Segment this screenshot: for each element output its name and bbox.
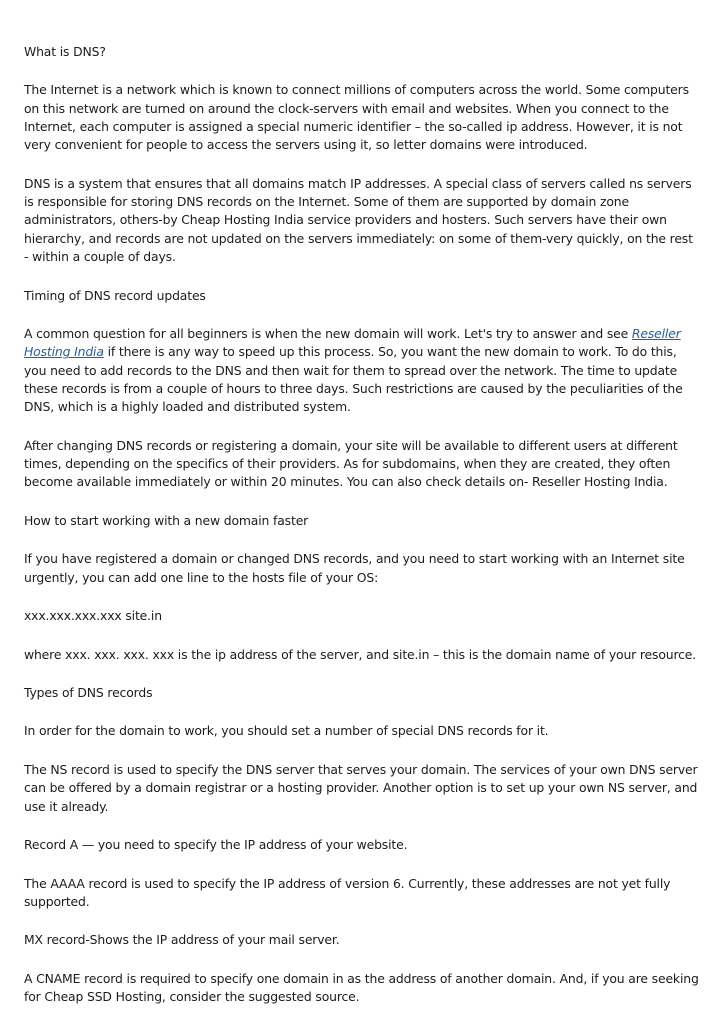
reseller-hosting-link[interactable]: Reseller Hosting India — [24, 326, 681, 360]
paragraph-common-question — [24, 325, 700, 416]
paragraph-ns-record: The NS record is used to specify the DNS server that serves your domain. The services of your own DNS server can be offered by a domain registrar or a hosting provider. Another option is to set up your own NS server, and use it already. — [24, 761, 698, 814]
paragraph-record-a: Record A — you need to specify the IP address of your website. — [24, 837, 408, 853]
paragraph-internet: The Internet is a network which is known to connect millions of computers across the world. Some computers on this network are turned on around the clock-servers with email and websites. When you connect to the Internet, each computer is assigned a special numeric identifier – the so-called ip address. However, it is not very convenient for people to access the servers using it, so letter domains were introduced. — [24, 82, 689, 153]
paragraph-common-question-end: if there is any way to speed up this process. So, you want the new domain to work. To do this, you need to add records to the DNS and then wait for them to spread over the network. The time to update these records is from a couple of hours to three days. Such restrictions are caused by the peculiarities of the DNS, which is a highly loaded and distributed system. — [24, 344, 683, 415]
paragraph-mx: MX record-Shows the IP address of your mail server. — [24, 932, 340, 948]
heading-timing: Timing of DNS record updates — [24, 287, 206, 303]
paragraph-cname: A CNAME record is required to specify one domain in as the address of another domain. And, if you are seeking for Cheap SSD Hosting, consider the suggested source. — [24, 970, 699, 1005]
paragraph-common-question-start: A common question for all beginners is when the new domain will work. Let's try to answer and see — [24, 326, 632, 342]
heading-how-to-start: How to start working with a new domain faster — [24, 512, 309, 528]
hosts-line: xxx.xxx.xxx.xxx site.in — [24, 608, 162, 624]
heading-types: Types of DNS records — [24, 685, 153, 700]
paragraph-dns-system: DNS is a system that ensures that all domains match IP addresses. A special class of servers called ns servers is responsible for storing DNS records on the Internet. Some of them are supported by domain zone administrators, others-by Cheap Hosting India service providers and hosters. Such servers have their own hierarchy, and records are not updated on the servers immediately: on some of them-very quickly, on the rest - within a couple of days. — [24, 175, 693, 265]
paragraph-registered: If you have registered a domain or changed DNS records, and you need to start working with an Internet site urgently, you can add one line to the hosts file of your OS: — [24, 551, 685, 585]
paragraph-after-changing: After changing DNS records or registering a domain, your site will be available to different users at different times, depending on the specifics of their providers. As for subdomains, when they are created, they often become available immediately or within 20 minutes. You can also check details on- Reseller Hosting India. — [24, 437, 678, 490]
paragraph-aaaa: The AAAA record is used to specify the IP address of version 6. Currently, these addresses are not yet fully supported. — [24, 875, 671, 909]
heading-what-is-dns: What is DNS? — [24, 44, 106, 59]
paragraph-where: where xxx. xxx. xxx. xxx is the ip address of the server, and site.in – this is the domain name of your resource. — [24, 646, 697, 662]
paragraph-in-order: In order for the domain to work, you should set a number of special DNS records for it. — [24, 723, 549, 739]
